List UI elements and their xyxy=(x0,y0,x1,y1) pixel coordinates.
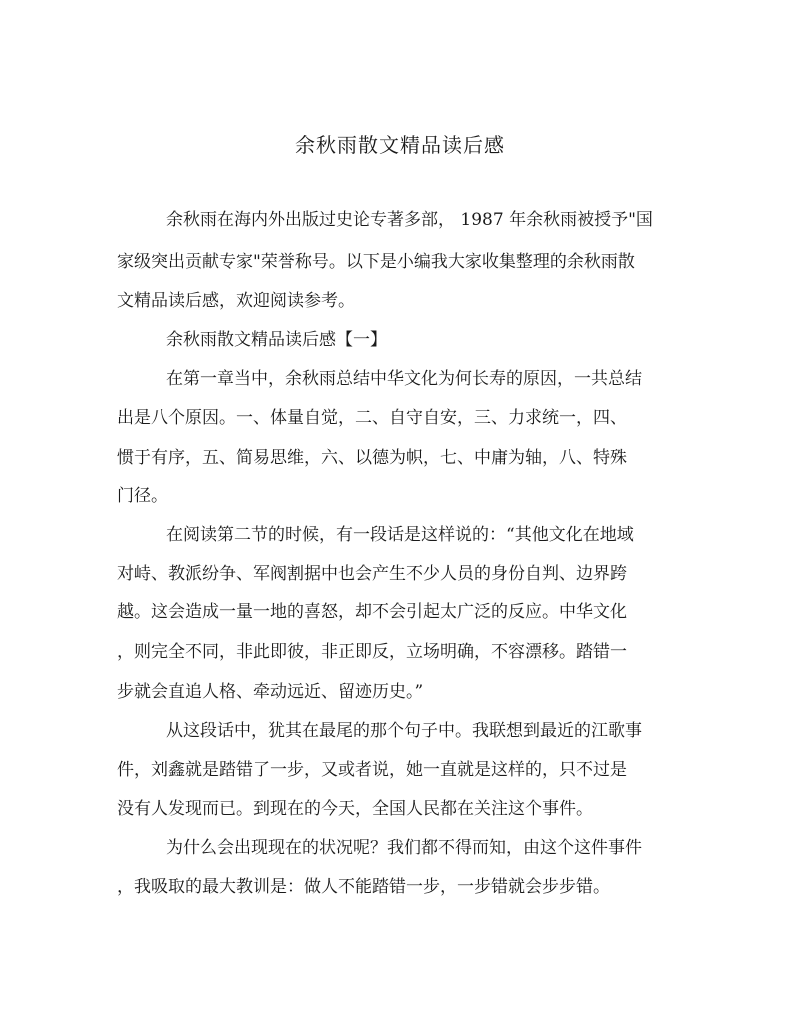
paragraph-4-line-1: 从这段话中，犹其在最尾的那个句子中。我联想到最近的江歌事 xyxy=(166,721,642,741)
paragraph-1-line-3: 文精品读后感，欢迎阅读参考。 xyxy=(117,291,355,311)
paragraph-3-line-1: 在阅读第二节的时候，有一段话是这样说的：“其他文化在地域 xyxy=(166,525,634,545)
paragraph-3-line-5: 步就会直追人格、牵动远近、留迹历史。” xyxy=(117,682,424,702)
paragraph-2-line-1: 在第一章当中，余秋雨总结中华文化为何长寿的原因，一共总结 xyxy=(166,369,642,389)
paragraph-3-line-3: 越。这会造成一量一地的喜怒，却不会引起太广泛的反应。中华文化 xyxy=(117,602,627,622)
paragraph-2-line-2: 出是八个原因。一、体量自觉，二、自守自安，三、力求统一，四、 xyxy=(117,408,627,428)
document-title: 余秋雨散文精品读后感 xyxy=(295,133,505,157)
paragraph-1-line-1: 余秋雨在海内外出版过史论专著多部， 1987 年余秋雨被授予"国 xyxy=(166,210,653,230)
paragraph-5-line-1: 为什么会出现现在的状况呢？我们都不得而知，由这个这件事件 xyxy=(166,838,642,858)
paragraph-4-line-2: 件，刘鑫就是踏错了一步，又或者说，她一直就是这样的，只不过是 xyxy=(117,760,627,780)
paragraph-3-line-4: ，则完全不同，非此即彼，非正即反，立场明确，不容漂移。踏错一 xyxy=(117,642,627,662)
paragraph-2-line-3: 惯于有序，五、简易思维，六、以德为帜，七、中庸为轴，八、特殊 xyxy=(117,448,627,468)
paragraph-5-line-2: ，我吸取的最大教训是：做人不能踏错一步，一步错就会步步错。 xyxy=(117,877,610,897)
paragraph-4-line-3: 没有人发现而已。到现在的今天，全国人民都在关注这个事件。 xyxy=(117,799,593,819)
paragraph-1-line-2: 家级突出贡献专家"荣誉称号。以下是小编我大家收集整理的余秋雨散 xyxy=(117,252,635,272)
paragraph-2-line-4: 门径。 xyxy=(117,486,168,506)
paragraph-3-line-2: 对峙、教派纷争、军阀割据中也会产生不少人员的身份自判、边界跨 xyxy=(117,564,627,584)
section-heading: 余秋雨散文精品读后感【一】 xyxy=(166,330,387,350)
